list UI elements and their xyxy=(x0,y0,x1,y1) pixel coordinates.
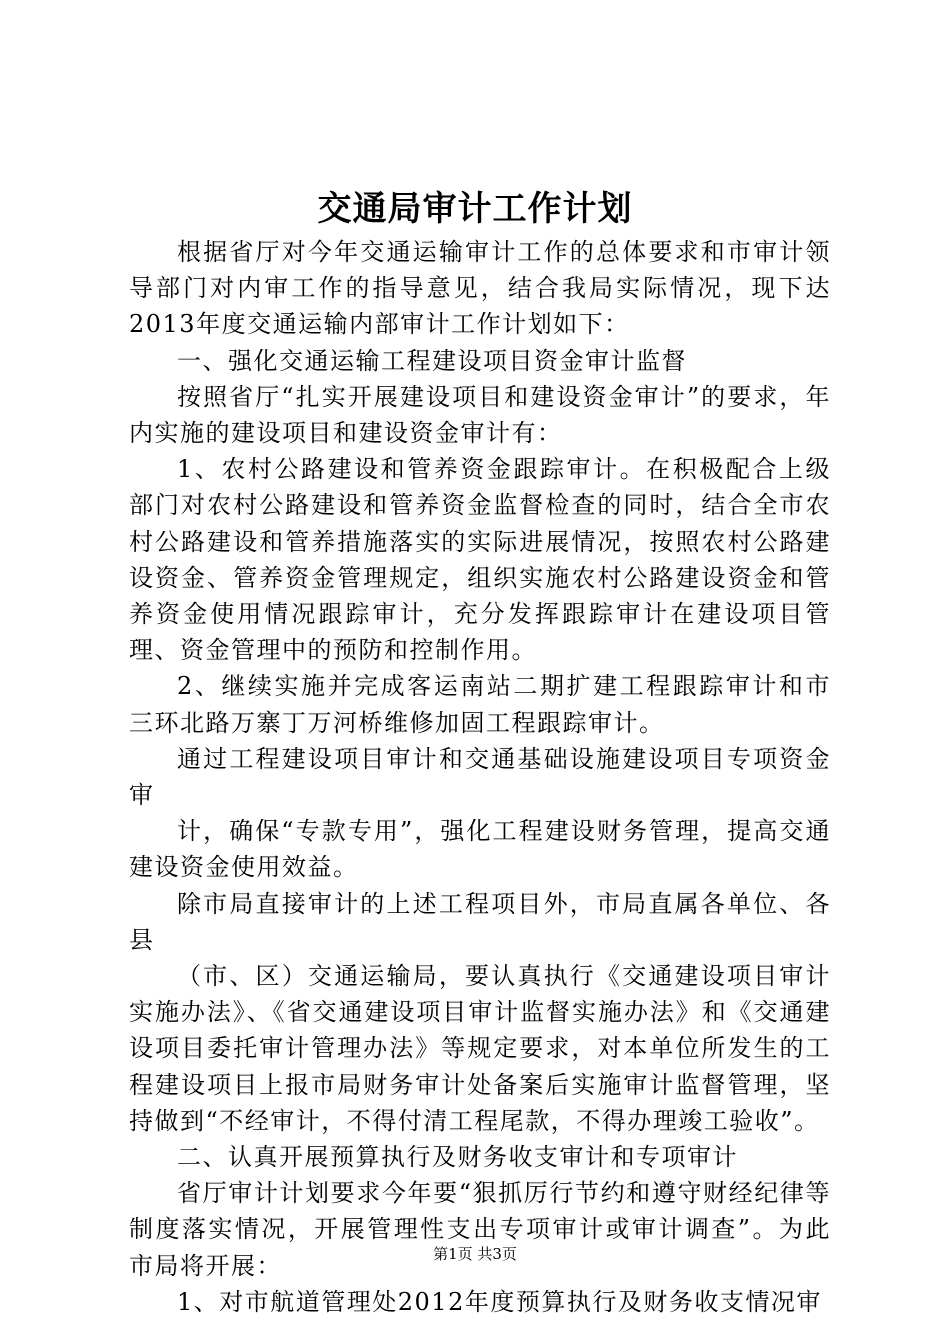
paragraph: 省厅审计计划要求今年要“狠抓厉行节约和遵守财经纪律等制度落实情况，开展管理性支出专项审计或审计调查”。为此市局将开展： xyxy=(129,1179,831,1280)
paragraph: 通过工程建设项目审计和交通基础设施建设项目专项资金审 xyxy=(129,744,831,810)
paragraph: 1、农村公路建设和管养资金跟踪审计。在积极配合上级部门对农村公路建设和管养资金监督检查的同时，结合全市农村公路建设和管养措施落实的实际进展情况，按照农村公路建设资金、管养资金管理规定，组织实施农村公路建设资金和管养资金使用情况跟踪审计，充分发挥跟踪审计在建设项目管理、资金管理中的预防和控制作用。 xyxy=(129,455,831,665)
section-heading-2: 二、认真开展预算执行及财务收支审计和专项审计 xyxy=(177,1143,738,1172)
paragraph: 除市局直接审计的上述工程项目外，市局直属各单位、各县 xyxy=(129,889,831,954)
paragraph: 计，确保“专款专用”，强化工程建设财务管理，提高交通建设资金使用效益。 xyxy=(129,817,831,882)
paragraph: 1、对市航道管理处2012年度预算执行及财务收支情况审 xyxy=(177,1287,822,1316)
document-title: 交通局审计工作计划 xyxy=(317,189,633,229)
document-body xyxy=(129,234,831,1320)
paragraph: （市、区）交通运输局，要认真执行《交通建设项目审计实施办法》、《省交通建设项目审计监督实施办法》和《交通建设项目委托审计管理办法》等规定要求，对本单位所发生的工程建设项目上报市局财务审计处备案后实施审计监督管理，坚持做到“不经审计，不得付清工程尾款，不得办理竣工验收”。 xyxy=(129,962,831,1135)
section-heading-1: 一、强化交通运输工程建设项目资金审计监督 xyxy=(177,346,687,375)
paragraph: 2、继续实施并完成客运南站二期扩建工程跟踪审计和市三环北路万寨丁万河桥维修加固工程跟踪审计。 xyxy=(129,672,831,737)
paragraph-intro: 根据省厅对今年交通运输审计工作的总体要求和市审计领导部门对内审工作的指导意见，结合我局实际情况，现下达2013年度交通运输内部审计工作计划如下： xyxy=(129,238,831,339)
paragraph: 按照省厅“扎实开展建设项目和建设资金审计”的要求，年内实施的建设项目和建设资金审计有： xyxy=(129,382,831,448)
page-footer: 第1页 共3页 xyxy=(433,1245,517,1263)
